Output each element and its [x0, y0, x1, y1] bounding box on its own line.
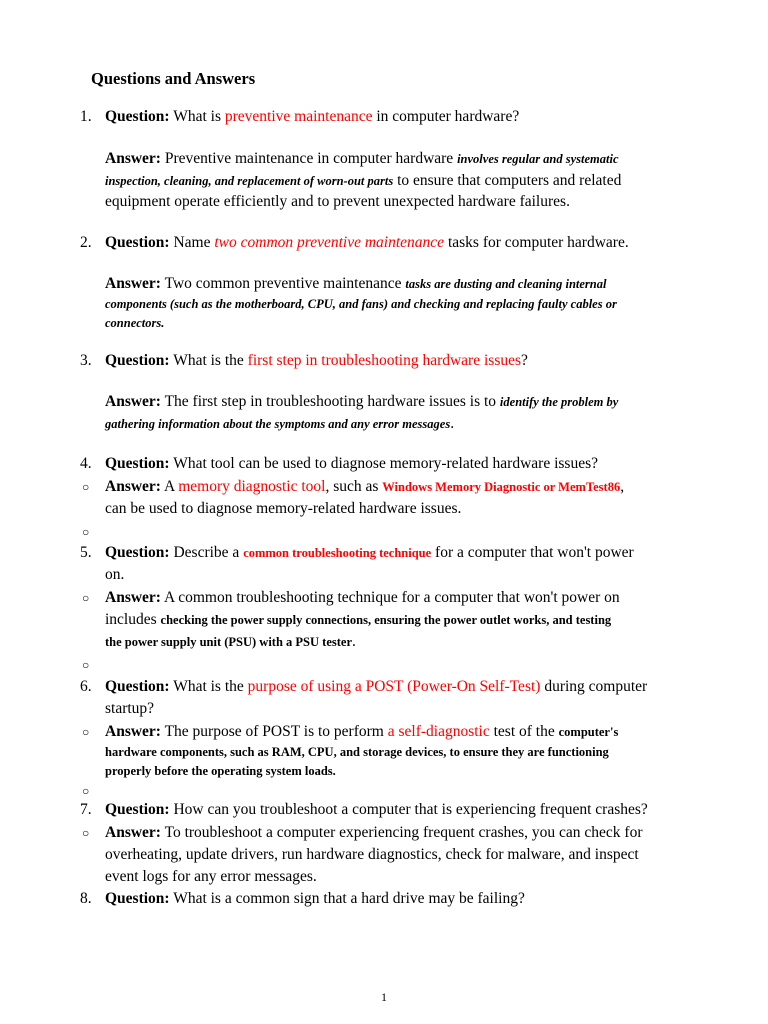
answer-4-highlight: memory diagnostic tool — [178, 478, 326, 495]
answer-1-text-a: Preventive maintenance in computer hardware — [160, 150, 458, 167]
answer-4-tools: Windows Memory Diagnostic or MemTest86 — [382, 480, 621, 494]
question-6-line-1 — [105, 676, 647, 698]
question-1-text-b: in computer hardware? — [372, 108, 520, 125]
question-2 — [105, 232, 629, 254]
answer-7-text-a: To troubleshoot a computer experiencing frequent crashes, you can check for — [160, 824, 643, 841]
answer-3-text-a: The first step in troubleshooting hardware issues is to — [160, 393, 500, 410]
answer-6-line-3 — [105, 760, 336, 782]
page-number: 1 — [381, 990, 387, 1004]
question-5-text-b: for a computer that won't power — [431, 544, 634, 561]
question-1-highlight: preventive maintenance — [224, 108, 373, 125]
item-number-5: 5. — [80, 544, 92, 561]
question-5-text-a: Describe a — [169, 544, 244, 561]
answer-3-text-end: . — [450, 415, 455, 432]
question-label: Question: — [105, 890, 170, 907]
bullet-marker: ○ — [82, 525, 90, 539]
item-number-8: 8. — [80, 890, 92, 907]
question-5-line-1 — [105, 542, 634, 564]
question-6-text-a: What is the — [169, 678, 248, 695]
answer-7-line-1 — [105, 822, 643, 844]
answer-1-line-3: equipment operate efficiently and to prevent unexpected hardware failures. — [105, 193, 570, 210]
question-8 — [105, 888, 525, 910]
answer-label: Answer: — [105, 150, 161, 167]
answer-3-line-1 — [105, 391, 618, 413]
question-2-text-a: Name — [169, 234, 215, 251]
question-1-text-a: What is — [173, 108, 225, 125]
answer-7-line-2: overheating, update drivers, run hardware diagnostics, check for malware, and inspect — [105, 846, 639, 863]
question-4 — [105, 453, 598, 475]
answer-5-emphasis-1: checking the power supply connections, ensuring the power outlet works, and testing — [160, 613, 612, 627]
item-number-3: 3. — [80, 352, 92, 369]
page-title: Questions and Answers — [91, 69, 256, 88]
item-number-7: 7. — [80, 801, 92, 818]
answer-6-line-1 — [105, 721, 618, 743]
answer-3-line-2 — [105, 413, 454, 435]
answer-5-line-2 — [105, 609, 611, 631]
answer-1-line-2 — [105, 170, 621, 192]
question-label: Question: — [105, 801, 170, 818]
bullet-marker: ○ — [82, 480, 90, 494]
item-number-1: 1. — [80, 108, 92, 125]
question-label: Question: — [105, 455, 170, 472]
question-8-text: What is a common sign that a hard drive may be failing? — [169, 890, 525, 907]
answer-6-emphasis-3: properly before the operating system loads. — [105, 764, 336, 778]
question-3-highlight: first step in troubleshooting hardware issues — [247, 352, 522, 369]
answer-2-line-3 — [105, 312, 164, 334]
answer-4-line-2: can be used to diagnose memory-related hardware issues. — [105, 500, 462, 517]
answer-5-text-end: . — [352, 633, 356, 650]
answer-6-text-b: test of the — [489, 723, 559, 740]
answer-6-emphasis-1: computer's — [558, 725, 619, 739]
question-5-line-2: on. — [105, 566, 125, 583]
question-label: Question: — [105, 678, 170, 695]
answer-4-text-c: , — [620, 478, 625, 495]
answer-6-text-a: The purpose of POST is to perform — [160, 723, 388, 740]
answer-2-line-2 — [105, 293, 617, 315]
answer-label: Answer: — [105, 723, 161, 740]
question-3 — [105, 350, 528, 372]
item-number-2: 2. — [80, 234, 92, 251]
answer-1-line-1 — [105, 148, 619, 170]
answer-6-emphasis-2: hardware components, such as RAM, CPU, and storage devices, to ensure they are functioning — [105, 745, 609, 759]
question-6-line-2: startup? — [105, 700, 155, 717]
question-2-highlight: two common preventive maintenance — [214, 234, 445, 251]
answer-5-emphasis-2: the power supply unit (PSU) with a PSU tester — [105, 635, 352, 649]
item-number-4: 4. — [80, 455, 92, 472]
answer-1-emphasis-2: inspection, cleaning, and replacement of worn-out parts — [105, 174, 394, 188]
question-label: Question: — [105, 234, 170, 251]
answer-5-text-b: includes — [105, 611, 161, 628]
answer-2-emphasis-1: tasks are dusting and cleaning internal — [405, 277, 607, 291]
answer-3-emphasis-2: gathering information about the symptoms and any error messages — [105, 417, 451, 431]
answer-label: Answer: — [105, 275, 161, 292]
question-7 — [105, 799, 648, 821]
answer-4-line-1 — [105, 476, 624, 498]
answer-2-text-a: Two common preventive maintenance — [160, 275, 406, 292]
answer-7-line-3: event logs for any error messages. — [105, 868, 317, 885]
bullet-marker: ○ — [82, 784, 90, 798]
answer-4-text-b: , such as — [325, 478, 383, 495]
answer-label: Answer: — [105, 478, 161, 495]
answer-2-emphasis-3: connectors. — [105, 316, 165, 330]
question-3-text-a: What is the — [169, 352, 248, 369]
item-number-6: 6. — [80, 678, 92, 695]
question-2-text-b: tasks for computer hardware. — [444, 234, 629, 251]
question-4-text: What tool can be used to diagnose memory-related hardware issues? — [169, 455, 598, 472]
answer-2-line-1 — [105, 273, 606, 295]
bullet-marker: ○ — [82, 725, 90, 739]
question-label: Question: — [105, 108, 170, 125]
bullet-marker: ○ — [82, 826, 90, 840]
answer-2-emphasis-2: components (such as the motherboard, CPU, and fans) and checking and replacing faulty cables or — [105, 297, 617, 311]
question-6-text-b: during computer — [540, 678, 648, 695]
answer-label: Answer: — [105, 589, 161, 606]
answer-5-line-1 — [105, 587, 620, 609]
answer-1-emphasis-1: involves regular and systematic — [457, 152, 619, 166]
answer-3-emphasis-1: identify the problem by — [499, 395, 619, 409]
question-7-text: How can you troubleshoot a computer that is experiencing frequent crashes? — [169, 801, 648, 818]
question-label: Question: — [105, 352, 170, 369]
answer-1-text-b: to ensure that computers and related — [393, 172, 622, 189]
bullet-marker: ○ — [82, 658, 90, 672]
answer-label: Answer: — [105, 393, 161, 410]
answer-5-line-3 — [105, 631, 356, 653]
question-5-highlight: common troubleshooting technique — [243, 546, 432, 560]
answer-label: Answer: — [105, 824, 161, 841]
question-3-text-b: ? — [521, 352, 528, 369]
answer-5-text-a: A common troubleshooting technique for a computer that won't power on — [160, 589, 620, 606]
answer-6-highlight: a self-diagnostic — [387, 723, 490, 740]
question-6-highlight: purpose of using a POST (Power-On Self-Test) — [247, 678, 541, 695]
bullet-marker: ○ — [82, 591, 90, 605]
question-label: Question: — [105, 544, 170, 561]
answer-4-text-a: A — [160, 478, 179, 495]
question-1 — [105, 106, 519, 128]
